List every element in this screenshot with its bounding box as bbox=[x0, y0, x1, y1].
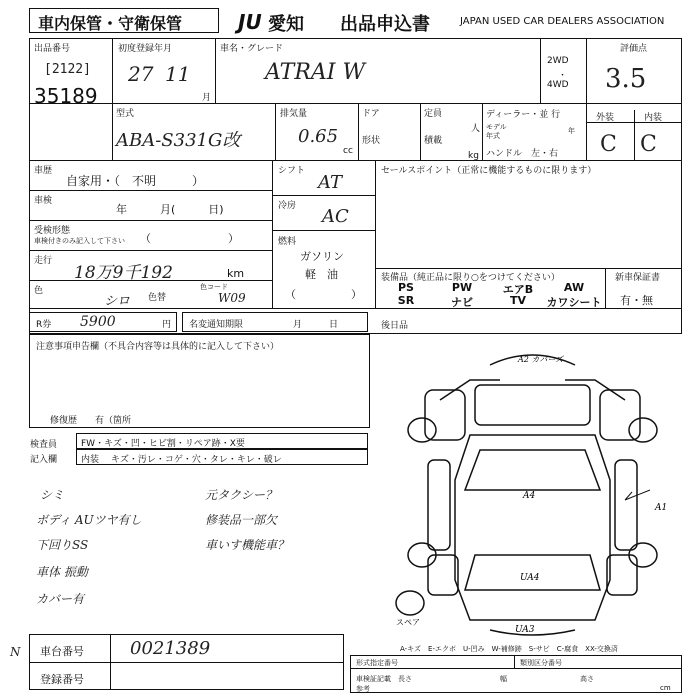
drive-4wd: 4WD bbox=[547, 80, 569, 90]
notes-box bbox=[29, 334, 370, 428]
mileage-value: 18万9千192 bbox=[74, 263, 173, 283]
ju-logo: JU bbox=[238, 10, 262, 34]
inspector-row2-tag: 内装 bbox=[81, 455, 100, 465]
hw-left-2: ボディ AUツヤ有し bbox=[36, 513, 142, 527]
drive-2wd: 2WD bbox=[547, 56, 569, 66]
shift-value: AT bbox=[318, 172, 343, 193]
lot-sub-number: [2122] bbox=[44, 62, 91, 77]
inspector-row2 bbox=[76, 449, 368, 465]
mileage-unit: km bbox=[227, 267, 245, 280]
notes-label: 注意事項申告欄（不具合内容等は具体的に記入して下さい） bbox=[36, 342, 280, 352]
capacity-label: 定員 bbox=[424, 109, 443, 119]
mileage-label: 走行 bbox=[34, 256, 53, 266]
lot-number: 35189 bbox=[34, 84, 98, 108]
dealer-handle: ハンドル 左・右 bbox=[486, 149, 559, 159]
form-value: （ ） bbox=[140, 232, 239, 245]
displacement-unit: cc bbox=[343, 146, 353, 156]
color-label: 色 bbox=[34, 286, 44, 296]
capacity-unit: 人 bbox=[471, 124, 481, 134]
int-label: 内装 bbox=[644, 113, 663, 123]
fuel-gas: ガソリン bbox=[300, 250, 344, 263]
footer-row2a: 車検証記載 bbox=[356, 675, 391, 683]
dealer-model-year: 年 bbox=[568, 127, 575, 135]
shape-label: 形状 bbox=[362, 136, 381, 146]
history-value: 自家用・（ 不明 ） bbox=[66, 174, 205, 188]
model-code-label: 型式 bbox=[116, 109, 135, 119]
doors-label: ドア bbox=[362, 109, 380, 119]
dealer-model: モデル bbox=[486, 123, 507, 131]
int-value: C bbox=[640, 132, 657, 157]
form-sub: 車検付きのみ記入して下さい bbox=[34, 237, 125, 245]
diagram-mark-a1: A1 bbox=[655, 503, 668, 513]
recycle-unit: 円 bbox=[162, 320, 172, 330]
repair-label: 修復歴 有（箇所 bbox=[50, 416, 132, 426]
equipment-label: 装備品（純正品に限り○をつけてください） bbox=[381, 273, 560, 283]
displacement-label: 排気量 bbox=[280, 109, 308, 119]
hw-right-3: 車いす機能車？ bbox=[205, 538, 290, 552]
footer-note: N bbox=[10, 645, 21, 659]
inspector-label-1: 検査員 bbox=[30, 440, 58, 450]
name-change-label: 名変通知期限 bbox=[189, 320, 244, 330]
diagram-mark-a2: A2 カバーズ bbox=[518, 355, 564, 364]
fuel-paren: （ ） bbox=[285, 288, 362, 301]
registration-label: 初度登録年月 bbox=[118, 44, 173, 54]
recycle-value: 5900 bbox=[80, 314, 116, 330]
hw-left-4: 車体 振動 bbox=[36, 565, 88, 579]
hw-left-3: 下回りSS bbox=[36, 538, 89, 552]
org-name-en: JAPAN USED CAR DEALERS ASSOCIATION bbox=[460, 16, 665, 27]
reg-label: 登録番号 bbox=[40, 673, 84, 686]
load-unit: kg bbox=[468, 151, 479, 161]
chassis-label: 車台番号 bbox=[40, 645, 84, 658]
inspection-value: 年 月( 日) bbox=[116, 203, 224, 216]
color-code-value: W09 bbox=[218, 291, 246, 305]
ext-label: 外装 bbox=[596, 113, 615, 123]
color-code-label: 色コード bbox=[200, 283, 228, 291]
back-seat-label: 後日品 bbox=[381, 321, 409, 331]
equipment-item: カワシート bbox=[546, 296, 602, 309]
inspection-label: 車検 bbox=[34, 196, 53, 206]
equipment-item: SR bbox=[397, 294, 415, 307]
dealer-line1: ディーラー・並 行 bbox=[486, 110, 561, 120]
hw-right-2: 修装品一部欠 bbox=[205, 513, 278, 527]
score-value: 3.5 bbox=[605, 64, 647, 94]
inspector-row1-text: FW・キズ・凹・ヒビ割・リペア跡・X要 bbox=[81, 439, 245, 449]
hw-left-5: カバー有 bbox=[36, 592, 85, 606]
spare-label: スペア bbox=[396, 618, 420, 627]
equipment-item: ナビ bbox=[451, 296, 473, 309]
score-label: 評価点 bbox=[620, 44, 648, 54]
hw-right-1: 元タクシー？ bbox=[205, 488, 278, 502]
footer-row1b: 類別区分番号 bbox=[520, 659, 562, 667]
equipment-item: エアB bbox=[502, 283, 534, 296]
equipment-item: AW bbox=[563, 281, 585, 294]
registration-year: 27 bbox=[128, 62, 154, 86]
header-left-title-box bbox=[29, 8, 219, 33]
shift-label: シフト bbox=[278, 166, 306, 176]
footer-row2f: cm bbox=[660, 684, 671, 692]
lot-label: 出品番号 bbox=[34, 44, 71, 54]
ext-value: C bbox=[600, 132, 617, 157]
footer-row2e: 参考 bbox=[356, 685, 370, 693]
color-change-label: 色替 bbox=[148, 293, 167, 303]
sales-point-label: セールスポイント（正常に機能するものに限ります） bbox=[381, 166, 597, 176]
car-diagram bbox=[380, 340, 685, 640]
dealer-style: 年式 bbox=[486, 132, 500, 140]
footer-row1a: 形式指定番号 bbox=[356, 659, 398, 667]
model-name-label: 車名・グレード bbox=[220, 44, 284, 54]
form-label: 受検形態 bbox=[34, 226, 71, 236]
history-label: 車歴 bbox=[34, 166, 53, 176]
recycle-box bbox=[29, 312, 177, 332]
equipment-item: PS bbox=[398, 281, 414, 294]
equipment-item: TV bbox=[509, 294, 527, 307]
registration-month-suffix: 月 bbox=[202, 93, 212, 103]
aircon-value: AC bbox=[322, 206, 349, 227]
header-left-title: 車内保管・守衛保管 bbox=[38, 14, 183, 33]
inspector-row1 bbox=[76, 433, 368, 449]
color-value: シロ bbox=[104, 294, 131, 309]
aircon-label: 冷房 bbox=[278, 201, 297, 211]
diagram-mark-ua3: UA3 bbox=[515, 625, 535, 635]
registration-month: 11 bbox=[165, 62, 191, 86]
load-label: 積載 bbox=[424, 136, 443, 146]
name-change-box bbox=[182, 312, 368, 332]
hw-left-1: シミ bbox=[40, 488, 65, 502]
name-change-value: 月 日 bbox=[293, 320, 339, 330]
inspector-row2-text: キズ・汚レ・コゲ・穴・タレ・キレ・破レ bbox=[111, 455, 282, 465]
fuel-label: 燃料 bbox=[278, 237, 297, 247]
footer-row2c: 幅 bbox=[500, 675, 507, 683]
diagram-mark-a4: A4 bbox=[523, 491, 536, 501]
chassis-value: 0021389 bbox=[130, 638, 211, 659]
recycle-label: R券 bbox=[36, 320, 52, 330]
legend: A-キズ E-エクボ U-凹み W-補修跡 S-サビ C-腐食 XX-交換済 bbox=[400, 645, 618, 653]
drive-dot: ・ bbox=[558, 71, 568, 81]
org-name-jp: 愛知 bbox=[268, 14, 304, 35]
diagram-mark-ua4: UA4 bbox=[520, 573, 540, 583]
model-code-value: ABA-S331G改 bbox=[116, 130, 241, 151]
displacement-value: 0.65 bbox=[298, 126, 339, 147]
inspector-label-2: 記入欄 bbox=[30, 455, 58, 465]
doc-title: 出品申込書 bbox=[340, 14, 430, 35]
warranty-value: 有・無 bbox=[620, 294, 653, 307]
equipment-item: PW bbox=[451, 281, 473, 294]
warranty-label: 新車保証書 bbox=[615, 273, 661, 283]
footer-row2d: 高さ bbox=[580, 675, 594, 683]
model-name-value: ATRAI W bbox=[265, 60, 366, 85]
fuel-diesel: 軽 油 bbox=[305, 268, 338, 281]
footer-row2b: 長さ bbox=[398, 675, 412, 683]
